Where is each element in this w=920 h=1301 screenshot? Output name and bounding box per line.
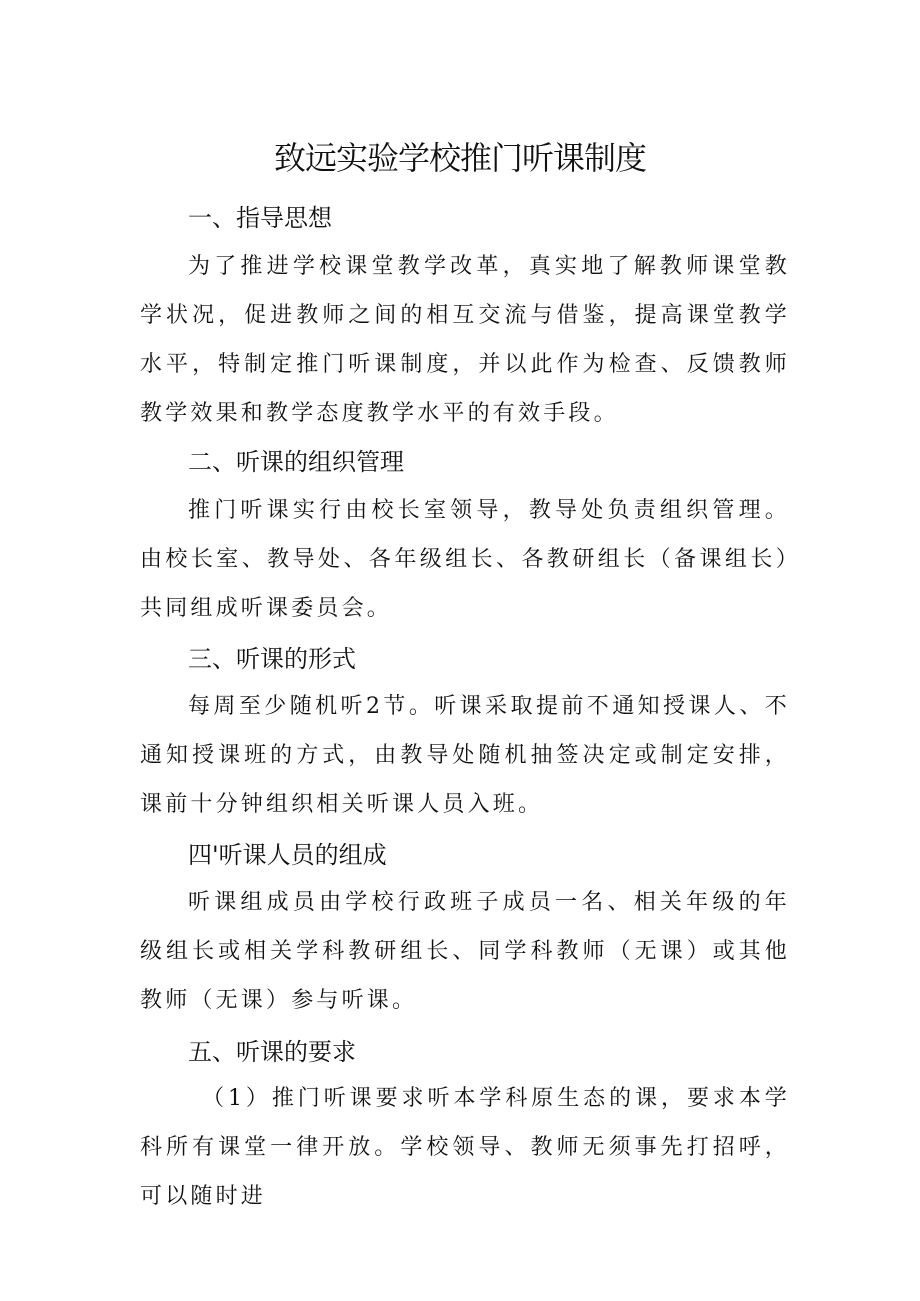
section-heading-members: 四'听课人员的组成 <box>188 841 387 869</box>
section-heading-requirements: 五、听课的要求 <box>188 1038 356 1066</box>
document-title: 致远实验学校推门听课制度 <box>273 139 646 177</box>
section-paragraph-form: 每周至少随机听2节。听课采取提前不通知授课人、不通知授课班的方式，由教导处随机抽签决定或制定安排，课前十分钟组织相关听课人员入班。 <box>140 694 790 817</box>
section-heading-guiding-ideology: 一、指导思想 <box>188 204 332 232</box>
section-heading-form: 三、听课的形式 <box>188 645 356 673</box>
section-heading-organization: 二、听课的组织管理 <box>188 448 404 476</box>
section-paragraph-members: 听课组成员由学校行政班子成员一名、相关年级的年级组长或相关学科教研组长、同学科教师（无课）或其他教师（无课）参与听课。 <box>140 890 790 1013</box>
section-paragraph-guiding-ideology: 为了推进学校课堂教学改革，真实地了解教师课堂教学状况，促进教师之间的相互交流与借鉴，提高课堂教学水平，特制定推门听课制度，并以此作为检查、反馈教师教学效果和教学态度教学水平的有效手段。 <box>140 254 790 426</box>
section-paragraph-organization: 推门听课实行由校长室领导，教导处负责组织管理。由校长室、教导处、各年级组长、各教研组长（备课组长）共同组成听课委员会。 <box>140 498 790 621</box>
section-paragraph-requirements: （1）推门听课要求听本学科原生态的课，要求本学科所有课堂一律开放。学校领导、教师无须事先打招呼，可以随时进 <box>140 1086 790 1209</box>
